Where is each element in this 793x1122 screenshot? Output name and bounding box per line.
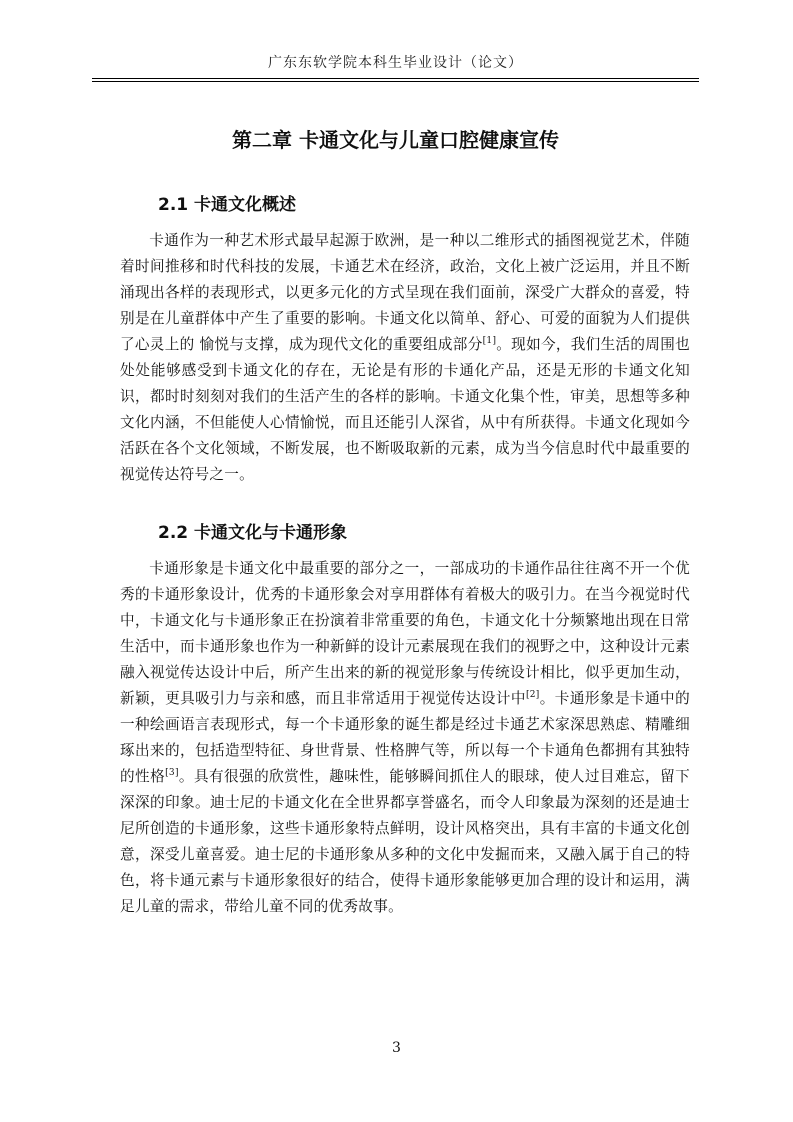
- page-number: 3: [392, 1040, 401, 1056]
- paragraph-cartoon-image: [120, 556, 690, 920]
- paragraph-text: 。卡通形象是卡通中的一种绘画语言表现形式，每一个卡通形象的诞生都是经过卡通艺术家深思熟虑、精雕细琢出来的，包括造型特征、身世背景、性格脾气等，所以每一个卡通角色都拥有其独特的性格: [120, 690, 690, 785]
- paragraph-text: 卡通形象是卡通文化中最重要的部分之一，一部成功的卡通作品往往离不开一个优秀的卡通形象设计，优秀的卡通形象会对享用群体有着极大的吸引力。在当今视觉时代中，卡通文化与卡通形象正在扮演着非常重要的角色，卡通文化十分频繁地出现在日常生活中，而卡通形象也作为一种新鲜的设计元素展现在我们的视野之中，这种设计元素融入视觉传达设计中后，所产生出来的新的视觉形象与传统设计相比，似乎更加生动，新颖，更具吸引力与亲和感，而且非常适用于视觉传达设计中: [120, 560, 690, 707]
- chapter-title: 第二章 卡通文化与儿童口腔健康宣传: [232, 128, 559, 152]
- section-title-2-2: 2.2 卡通文化与卡通形象: [158, 523, 348, 543]
- paragraph-text: 。现如今，我们生活的周围也处处能够感受到卡通文化的存在，无论是有形的卡通化产品，还是无形的卡通文化知识，都时时刻刻对我们的生活产生的各样的影响。卡通文化集个性，审美，思想等多种文化内涵，不但能使人心情愉悦，而且还能引人深省，从中有所获得。卡通文化现如今活跃在各个文化领域，不断发展，也不断吸取新的元素，成为当今信息时代中最重要的视觉传达符号之一。: [120, 336, 690, 483]
- paragraph-text: 。具有很强的欣赏性，趣味性，能够瞬间抓住人的眼球，使人过目难忘，留下深深的印象。迪士尼的卡通文化在全世界都享誉盛名，而令人印象最为深刻的还是迪士尼所创造的卡通形象，这些卡通形象特点鲜明，设计风格突出，具有丰富的卡通文化创意，深受儿童喜爱。迪士尼的卡通形象从多种的文化中发掘而来，又融入属于自己的特色，将卡通元素与卡通形象很好的结合，使得卡通形象能够更加合理的设计和运用，满足儿童的需求，带给儿童不同的优秀故事。: [120, 768, 690, 915]
- paragraph-text: 卡通作为一种艺术形式最早起源于欧洲，是一种以二维形式的插图视觉艺术，伴随着时间推移和时代科技的发展，卡通艺术在经济，政治，文化上被广泛运用，并且不断涌现出各样的表现形式，以更多元化的方式呈现在我们面前，深受广大群众的喜爱，特别是在儿童群体中产生了重要的影响。卡通文化以简单、舒心、可爱的面貌为人们提供了心灵上的 愉悦与支撑，成为现代文化的重要组成部分: [120, 232, 690, 353]
- paragraph-cartoon-culture-overview: [120, 228, 690, 488]
- citation-ref: [3]: [165, 768, 179, 779]
- citation-ref: [2]: [525, 690, 540, 701]
- page-header: 广东东软学院本科生毕业设计（论文）: [92, 52, 699, 79]
- citation-ref: [1]: [482, 336, 497, 347]
- section-title-2-1: 2.1 卡通文化概述: [158, 195, 297, 215]
